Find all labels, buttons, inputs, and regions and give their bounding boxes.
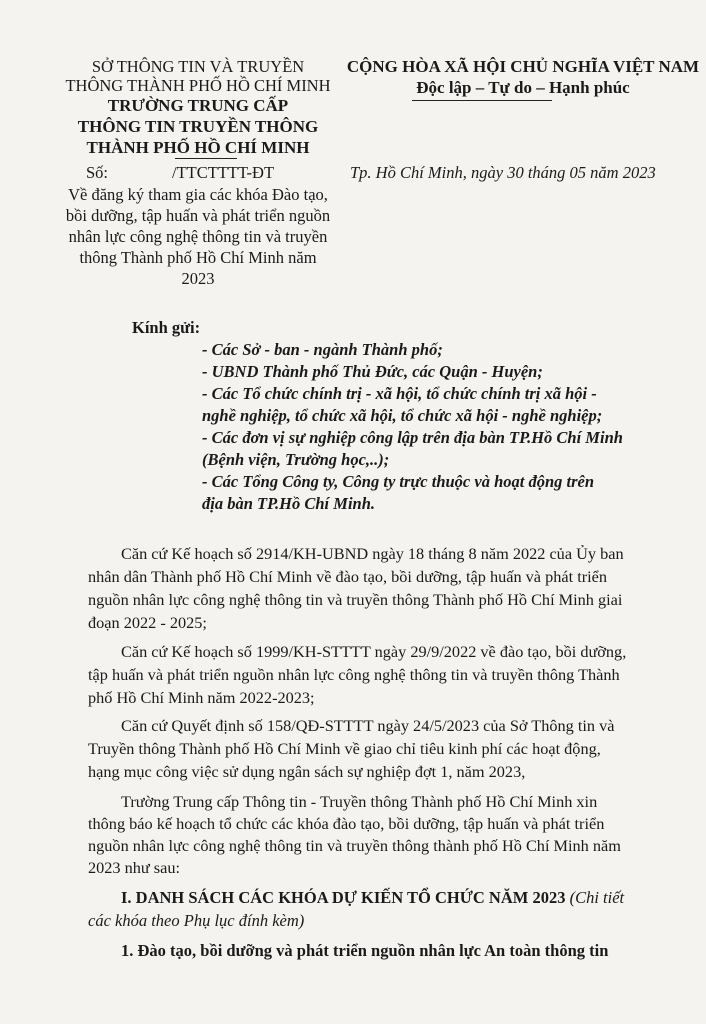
para2-line2: tập huấn và phát triển nguồn nhân lực công nghệ thông tin và truyền thông Thành xyxy=(88,665,620,684)
recipient-line-4: nghề nghiệp, tổ chức xã hội, tổ chức xã hội - nghề nghiệp; xyxy=(202,406,603,425)
section-1-title: I. DANH SÁCH CÁC KHÓA DỰ KIẾN TỔ CHỨC NĂM 2023 xyxy=(121,888,566,907)
recipient-line-8: địa bàn TP.Hồ Chí Minh. xyxy=(202,494,376,513)
subject-line-5: 2023 xyxy=(181,269,215,288)
recipient-line-6: (Bệnh viện, Trường học,..); xyxy=(202,450,390,469)
subject-line-3: nhân lực công nghệ thông tin và truyền xyxy=(68,227,328,246)
document-date: Tp. Hồ Chí Minh, ngày 30 tháng 05 năm 2023 xyxy=(350,163,656,182)
department-name-line1: SỞ THÔNG TIN VÀ TRUYỀN xyxy=(91,57,305,76)
para1-line1: Căn cứ Kế hoạch số 2914/KH-UBND ngày 18 tháng 8 năm 2022 của Ủy ban xyxy=(121,544,624,563)
national-motto: Độc lập – Tự do – Hạnh phúc xyxy=(416,78,630,97)
para4-line3: nguồn nhân lực công nghệ thông tin và truyền thông thành phố Hồ Chí Minh năm xyxy=(88,836,621,855)
section-1-heading xyxy=(121,888,624,908)
recipient-line-5: - Các đơn vị sự nghiệp công lập trên địa bàn TP.Hồ Chí Minh xyxy=(202,428,623,447)
school-name-line3: THÀNH PHỐ HỒ CHÍ MINH xyxy=(86,138,310,157)
school-name-line1: TRƯỜNG TRUNG CẤP xyxy=(107,96,289,115)
para2-line3: phố Hồ Chí Minh năm 2022-2023; xyxy=(88,688,315,707)
para1-line4: đoạn 2022 - 2025; xyxy=(88,613,207,632)
para4-line1: Trường Trung cấp Thông tin - Truyền thông Thành phố Hồ Chí Minh xin xyxy=(121,792,598,811)
subject-line-1: Về đăng ký tham gia các khóa Đào tạo, xyxy=(68,185,328,204)
recipients-label: Kính gửi: xyxy=(132,318,201,337)
para4-line4: 2023 như sau: xyxy=(88,858,181,877)
para3-line3: hạng mục công việc sử dụng ngân sách sự nghiệp đợt 1, năm 2023, xyxy=(88,762,526,781)
recipient-line-1: - Các Sở - ban - ngành Thành phố; xyxy=(202,340,443,359)
subject-line-4: thông Thành phố Hồ Chí Minh năm xyxy=(79,248,317,267)
para3-line1: Căn cứ Quyết định số 158/QĐ-STTTT ngày 24/5/2023 của Sở Thông tin và xyxy=(121,716,615,735)
section-1-note-a: (Chi tiết xyxy=(569,888,625,907)
recipient-line-3: - Các Tổ chức chính trị - xã hội, tổ chức chính trị xã hội - xyxy=(202,384,597,403)
subsection-1-title: 1. Đào tạo, bồi dưỡng và phát triển nguồn nhân lực An toàn thông tin xyxy=(121,941,609,960)
document-number-label: Số: xyxy=(86,163,109,182)
recipient-line-2: - UBND Thành phố Thủ Đức, các Quận - Huyện; xyxy=(202,362,543,381)
recipient-line-7: - Các Tổng Công ty, Công ty trực thuộc và hoạt động trên xyxy=(202,472,595,491)
para4-line2: thông báo kế hoạch tổ chức các khóa đào tạo, bồi dưỡng, tập huấn và phát triển xyxy=(88,814,605,833)
para1-line2: nhân dân Thành phố Hồ Chí Minh về đào tạo, bồi dưỡng, tập huấn và phát triển xyxy=(88,567,608,586)
section-1-note-b: các khóa theo Phụ lục đính kèm) xyxy=(88,911,305,930)
para3-line2: Truyền thông Thành phố Hồ Chí Minh về giao chỉ tiêu kinh phí các hoạt động, xyxy=(88,739,601,758)
department-name-line2: THÔNG THÀNH PHỐ HỒ CHÍ MINH xyxy=(65,76,331,95)
header-left-underline xyxy=(175,158,237,159)
national-title: CỘNG HÒA XÃ HỘI CHỦ NGHĨA VIỆT NAM xyxy=(346,57,700,76)
motto-underline xyxy=(412,100,552,101)
school-name-line2: THÔNG TIN TRUYỀN THÔNG xyxy=(77,117,319,136)
subject-line-2: bồi dưỡng, tập huấn và phát triển nguồn xyxy=(65,206,331,225)
document-number: /TTCTTTT-ĐT xyxy=(172,163,275,182)
para1-line3: nguồn nhân lực công nghệ thông tin và truyền thông Thành phố Hồ Chí Minh giai xyxy=(88,590,623,609)
para2-line1: Căn cứ Kế hoạch số 1999/KH-STTTT ngày 29/9/2022 về đào tạo, bồi dưỡng, xyxy=(121,642,627,661)
